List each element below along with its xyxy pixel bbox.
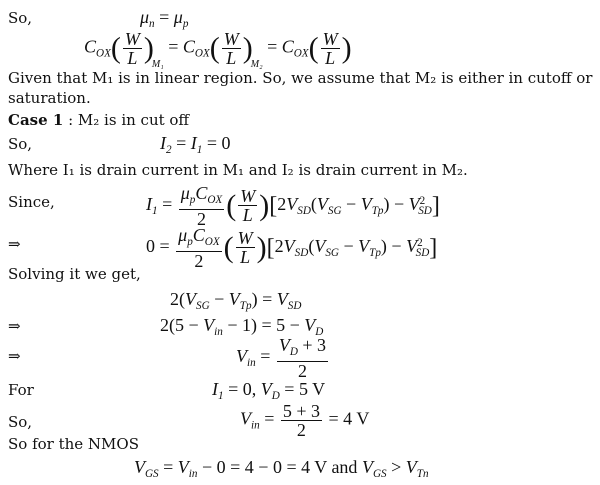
case-heading — [8, 110, 189, 130]
text-for: For — [8, 381, 34, 399]
equation-vgs: $V_{GS} = V_{in} - 0 = 4 - 0 = 4$ V and $V_{GS} > V_{Tn}$ — [134, 457, 429, 480]
text-solving: Solving it we get, — [8, 265, 141, 283]
text-so-1: So, — [8, 9, 33, 27]
equation-vin-value: $V_{in}$ = $\frac{5 + 3}{2}$ = 4 V — [240, 401, 370, 440]
case-label: Case 1 — [8, 111, 64, 129]
text-so-nmos: So for the NMOS — [8, 435, 139, 453]
text-saturation: saturation. — [8, 89, 91, 107]
text-where: Where I₁ is drain current in M₁ and I₂ is drain current in M₂. — [8, 161, 468, 179]
case-text: : M₂ is in cut off — [68, 111, 190, 129]
arrow-1: ⇒ — [8, 235, 21, 253]
equation-vsg: $2(V_{SG} - V_{Tp}) = V_{SD}$ — [170, 289, 302, 312]
equation-conditions: $I_1 = 0$, $V_D = 5$ V — [212, 379, 326, 402]
text-so-2: So, — [8, 135, 33, 153]
equation-drain-current: $I_1$ = $\frac{\mu_pC_{OX}}{2}$ ( $\frac{W}{L}$ )$[2V_{SD}(V_{SG} - V_{Tp}) - V^2_{SD}]$ — [146, 183, 440, 229]
equation-zero-current: 0 = $\frac{\mu_pC_{OX}}{2}$ ( $\frac{W}{L}$ )$[2V_{SD}(V_{SG} - V_{Tp}) - V^2_{SD}]$ — [146, 225, 438, 271]
arrow-2: ⇒ — [8, 317, 21, 335]
text-since: Since, — [8, 193, 55, 211]
text-given: Given that M₁ is in linear region. So, we assume that M₂ is either in cutoff or — [8, 69, 593, 87]
equation-cox-ratio: $C_{OX}$( $\frac{W}{L}$ )$_{M_1} = C_{OX}$( $\frac{W}{L}$ )$_{M_2} = C_{OX}$( $\frac{W}{L}$ ) — [84, 29, 352, 70]
text-so-3: So, — [8, 413, 33, 431]
equation-vin: $V_{in}$ = $\frac{V_D + 3}{2}$ — [236, 335, 327, 381]
equation-mobility: $\mu_n = \mu_p$ — [140, 7, 189, 30]
arrow-3: ⇒ — [8, 347, 21, 365]
equation-numeric: $2(5 - V_{in} - 1) = 5 - V_D$ — [160, 315, 324, 338]
equation-currents-zero: $I_2 = I_1 = 0$ — [160, 133, 231, 156]
